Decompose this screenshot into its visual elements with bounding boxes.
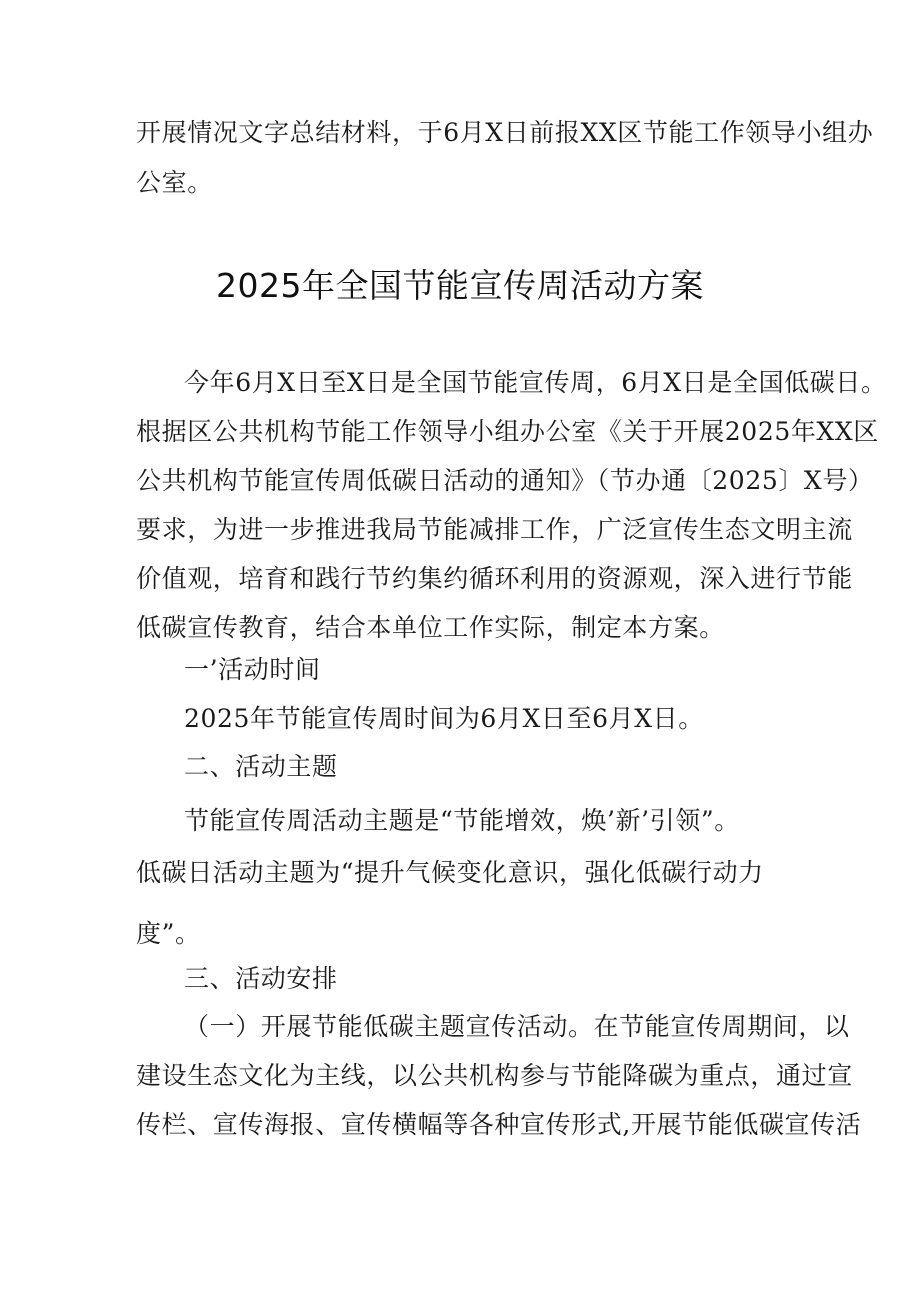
intro-line-6: 低碳宣传教育，结合本单位工作实际，制定本方案。 [136,613,725,642]
section3-heading: 三、活动安排 [184,964,338,993]
section3-line-2: 建设生态文化为主线，以公共机构参与节能降碳为重点，通过宣 [136,1061,853,1090]
intro-line-4: 要求，为进一步推进我局节能减排工作，广泛宣传生态文明主流 [136,515,853,544]
intro-line-2: 根据区公共机构节能工作领导小组办公室《关于开展2025年XX区 [136,417,879,446]
carryover-line-2: 公室。 [136,168,213,197]
carryover-line-1: 开展情况文字总结材料，于6月X日前报XX区节能工作领导小组办 [136,118,874,147]
intro-line-1: 今年6月X日至X日是全国节能宣传周，6月X日是全国低碳日。 [184,368,887,397]
section2-line-1: 节能宣传周活动主题是“节能增效，焕’新’引领”。 [184,806,740,835]
section3-line-1: （一）开展节能低碳主题宣传活动。在节能宣传周期间，以 [184,1012,850,1041]
section2-line-2: 低碳日活动主题为“提升气候变化意识，强化低碳行动力 [136,858,764,887]
section1-heading: 一’活动时间 [184,655,321,684]
section2-heading: 二、活动主题 [184,752,338,781]
section2-line-3: 度”。 [136,919,201,948]
document-title: 2025年全国节能宣传周活动方案 [216,266,704,305]
section3-line-3: 传栏、宣传海报、宣传横幅等各种宣传形式,开展节能低碳宣传活 [136,1110,862,1139]
intro-line-5: 价值观，培育和践行节约集约循环利用的资源观，深入进行节能 [136,564,853,593]
section1-body: 2025年节能宣传周时间为6月X日至6月X日。 [184,704,704,733]
intro-line-3: 公共机构节能宣传周低碳日活动的通知》（节办通〔2025〕X号） [136,466,874,495]
